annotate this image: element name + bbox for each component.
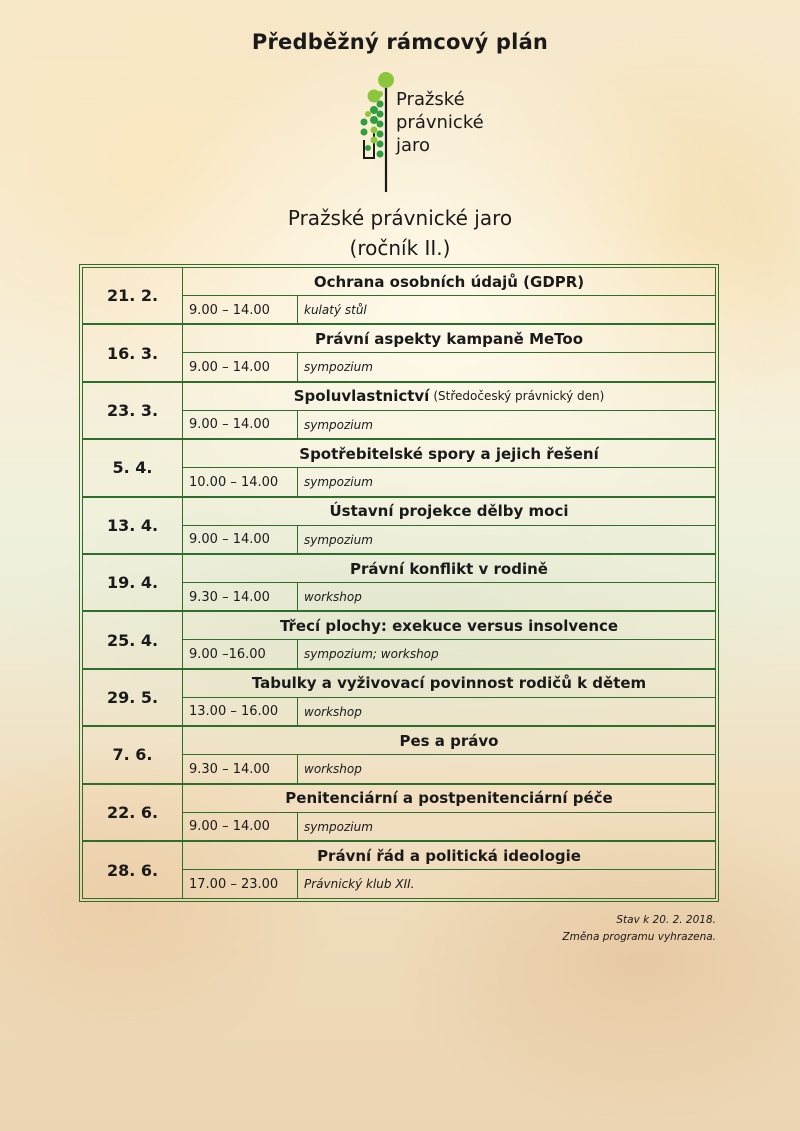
event-date: 21. 2. — [83, 268, 183, 323]
event-row — [83, 612, 715, 669]
logo-line: Pražské — [396, 89, 465, 110]
event-title: Tabulky a vyživovací povinnost rodičů k dětem — [251, 674, 647, 693]
event-time: 9.00 – 14.00 — [183, 411, 298, 439]
subtitle-line: (ročník II.) — [349, 236, 451, 260]
footer-note — [562, 912, 716, 946]
event-date: 29. 5. — [83, 670, 183, 725]
event-row — [83, 440, 715, 497]
event-type: sympozium — [304, 475, 373, 490]
event-title-cell — [183, 325, 715, 353]
event-title: Ústavní projekce dělby moci — [329, 502, 569, 521]
event-time: 17.00 – 23.00 — [183, 870, 298, 898]
event-row — [83, 555, 715, 612]
event-time: 13.00 – 16.00 — [183, 698, 298, 726]
event-title: Ochrana osobních údajů (GDPR) — [313, 272, 585, 291]
footer-status: Stav k 20. 2. 2018. — [616, 914, 716, 926]
subtitle-line: Pražské právnické jaro — [287, 206, 513, 230]
event-type: workshop — [304, 590, 362, 604]
event-date: 5. 4. — [83, 440, 183, 495]
event-time: 9.30 – 14.00 — [183, 583, 298, 611]
event-type: Právnický klub XII. — [304, 877, 415, 891]
event-title-cell — [183, 842, 715, 870]
event-row — [83, 383, 715, 440]
logo-line: jaro — [396, 135, 431, 156]
event-title-cell — [183, 612, 715, 640]
event-type: sympozium — [304, 819, 373, 834]
event-time: 9.00 – 14.00 — [183, 353, 298, 381]
event-time: 10.00 – 14.00 — [183, 468, 298, 496]
event-row — [83, 268, 715, 325]
event-type: workshop — [304, 762, 362, 777]
event-title: Právní řád a politická ideologie — [317, 846, 581, 865]
event-title: Penitenciární a postpenitenciární péče — [285, 789, 613, 808]
event-date: 22. 6. — [83, 785, 183, 840]
event-type: sympozium — [304, 360, 373, 375]
event-row — [83, 670, 715, 727]
event-title-cell — [183, 440, 715, 468]
event-type: sympozium; workshop — [304, 647, 439, 662]
event-row — [83, 727, 715, 784]
event-date: 13. 4. — [83, 498, 183, 553]
event-title: Právní aspekty kampaně MeToo — [314, 329, 584, 348]
event-row — [83, 842, 715, 899]
event-type: sympozium — [304, 532, 373, 547]
event-title-cell — [183, 383, 715, 411]
event-title-cell — [183, 670, 715, 698]
event-title-cell — [183, 555, 715, 583]
event-date: 16. 3. — [83, 325, 183, 380]
event-row — [83, 498, 715, 555]
event-title: Pes a právo — [399, 731, 499, 750]
event-title: Třecí plochy: exekuce versus insolvence — [279, 616, 619, 635]
event-type: workshop — [304, 704, 362, 719]
event-time: 9.00 –16.00 — [183, 640, 298, 668]
event-title-cell — [183, 268, 715, 296]
event-date: 28. 6. — [83, 842, 183, 899]
event-time: 9.00 – 14.00 — [183, 526, 298, 554]
event-type: kulatý stůl — [304, 303, 367, 317]
page-title: Předběžný rámcový plán — [251, 30, 549, 54]
event-time: 9.00 – 14.00 — [183, 813, 298, 841]
event-note: (Středočeský právnický den) — [433, 389, 605, 404]
subtitle — [0, 203, 800, 263]
event-title-cell — [183, 498, 715, 526]
event-title: Spotřebitelské spory a jejich řešení — [299, 444, 599, 463]
logo-text — [396, 88, 484, 157]
event-title: Spoluvlastnictví — [293, 387, 430, 406]
event-title: Právní konflikt v rodině — [350, 559, 548, 578]
schedule-table — [82, 267, 716, 899]
event-row — [83, 785, 715, 842]
logo-line: právnické — [396, 112, 484, 133]
event-time: 9.00 – 14.00 — [183, 296, 298, 324]
event-title-cell — [183, 785, 715, 813]
event-date: 25. 4. — [83, 612, 183, 667]
event-type: sympozium — [304, 417, 373, 432]
event-date: 23. 3. — [83, 383, 183, 438]
event-time: 9.30 – 14.00 — [183, 755, 298, 783]
event-date: 7. 6. — [83, 727, 183, 782]
event-date: 19. 4. — [83, 555, 183, 610]
footer-disclaimer: Změna programu vyhrazena. — [562, 931, 716, 943]
event-row — [83, 325, 715, 382]
event-title-cell — [183, 727, 715, 755]
